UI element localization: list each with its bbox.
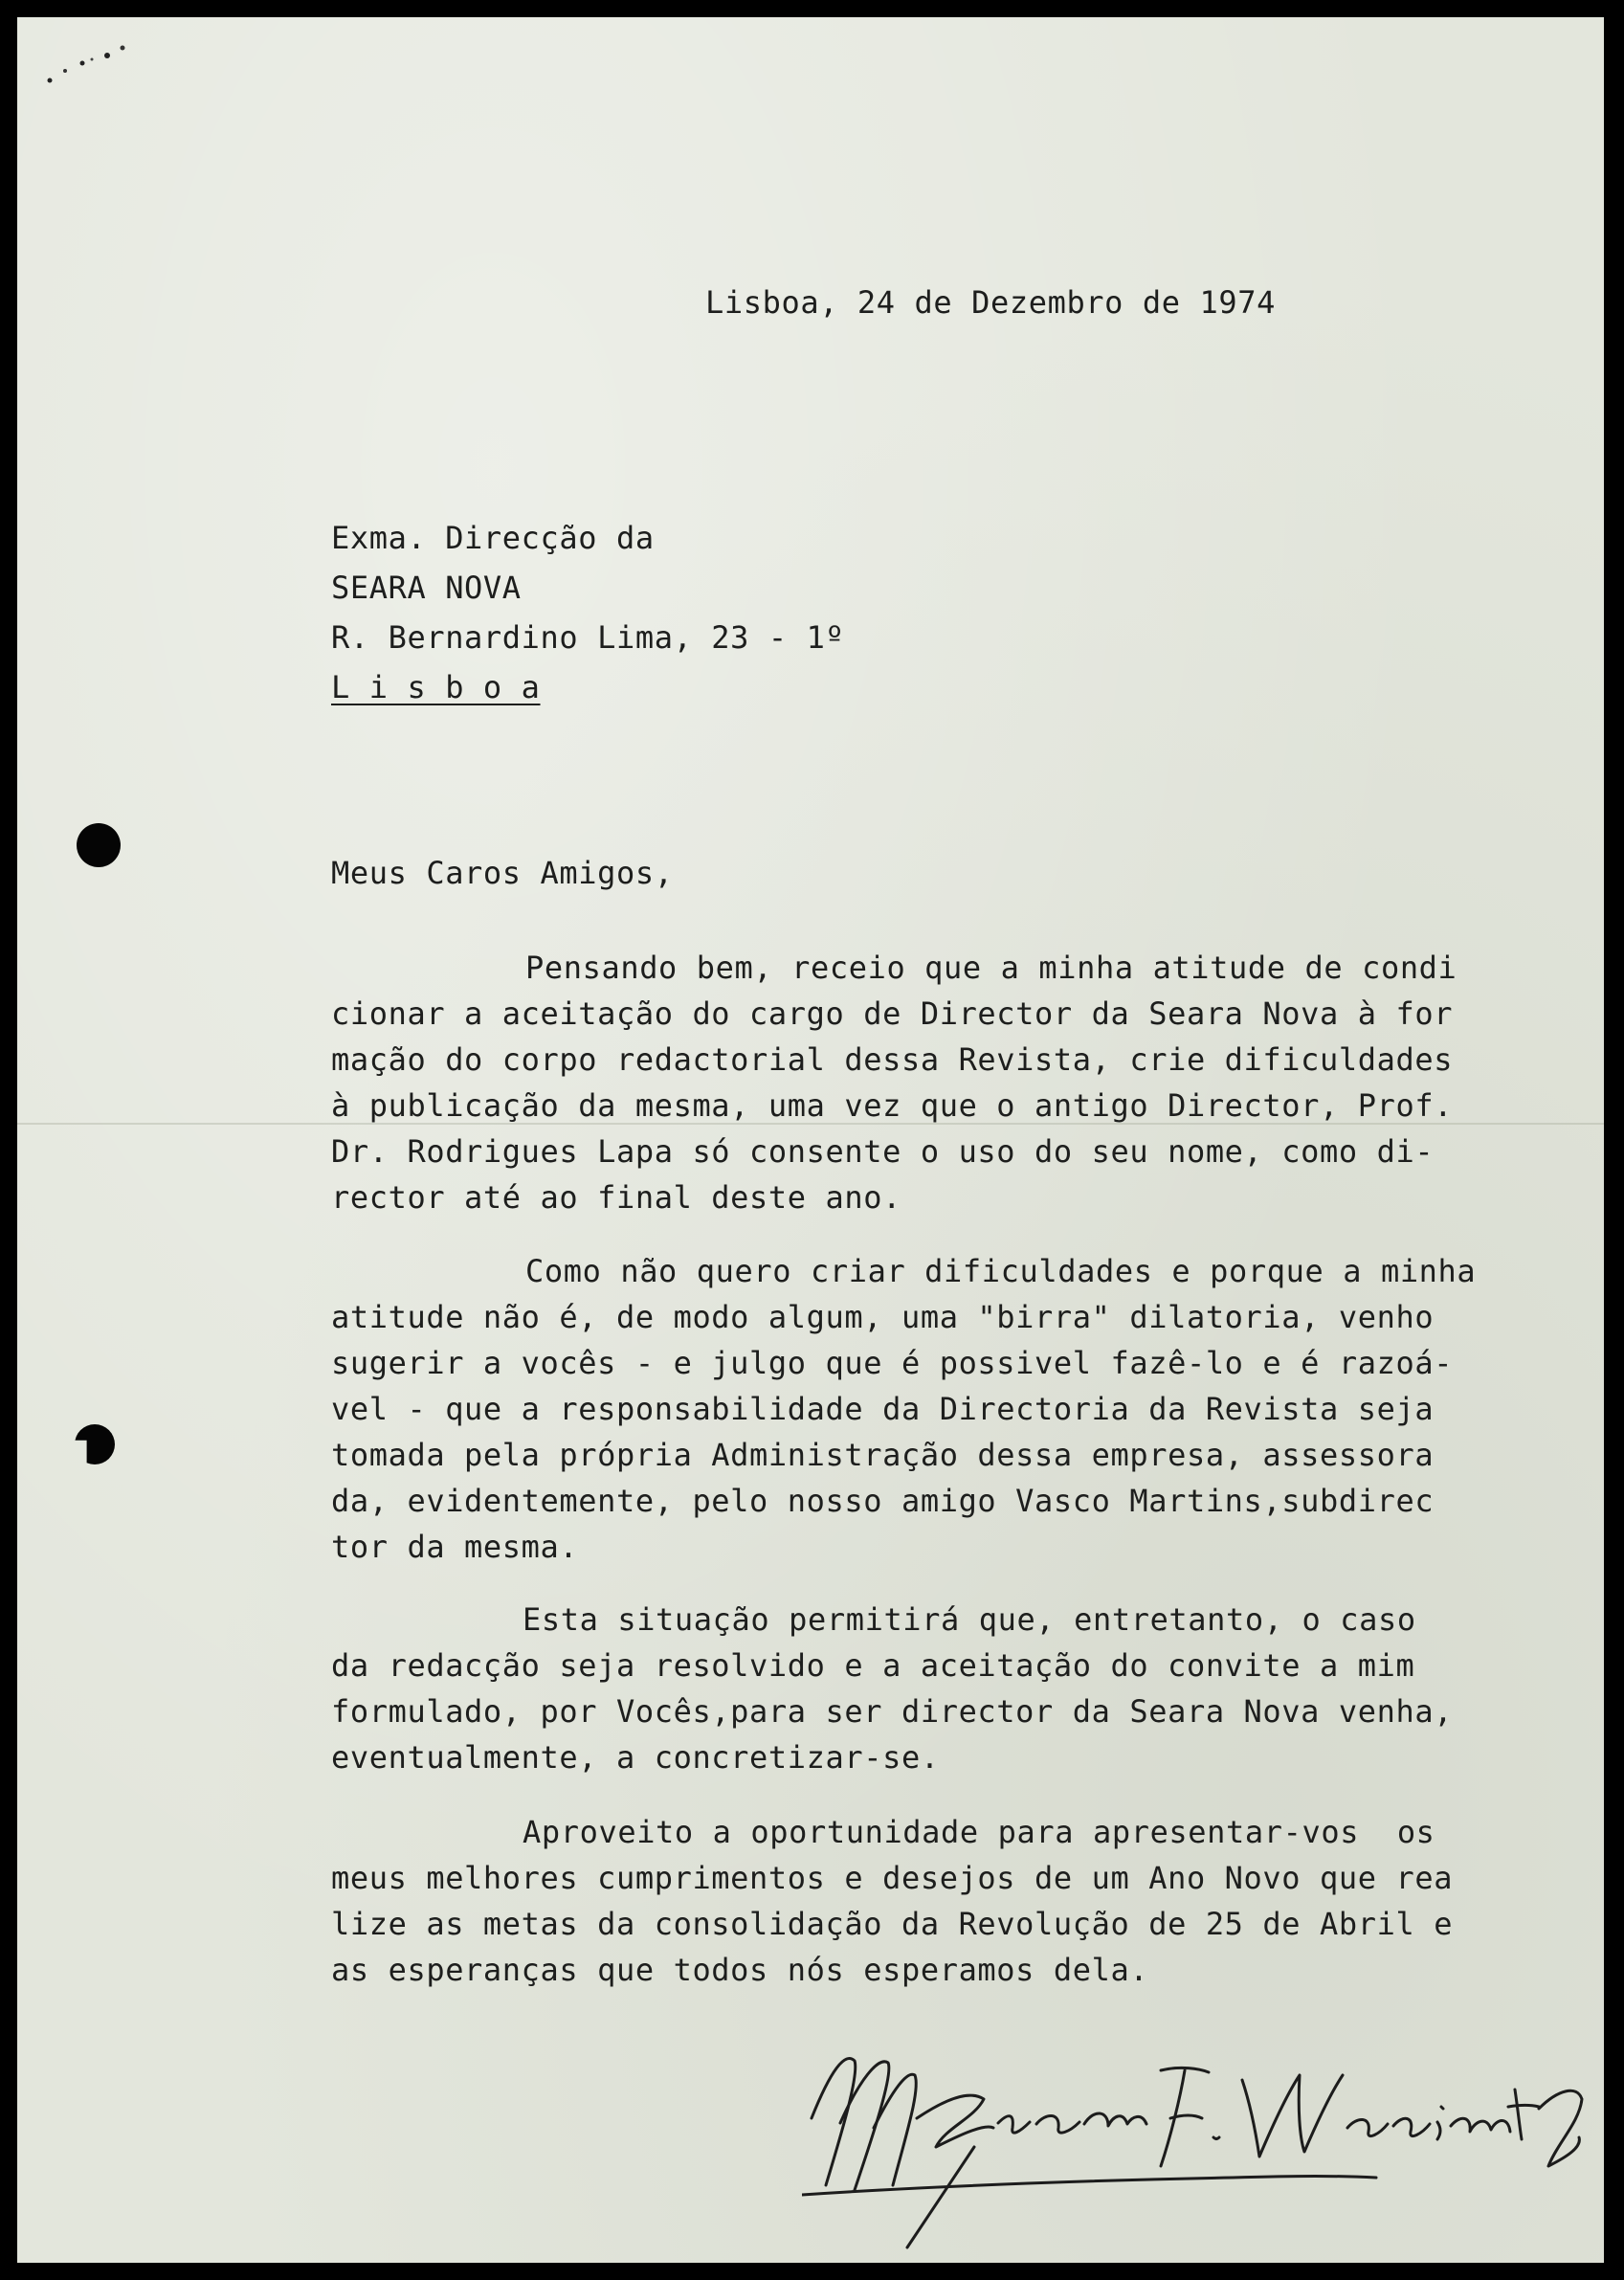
- body-line: da, evidentemente, pelo nosso amigo Vasco Martins,subdirec: [331, 1483, 1435, 1519]
- body-line: Como não quero criar dificuldades e porque a minha: [525, 1253, 1477, 1289]
- body-line: tomada pela própria Administração dessa empresa, assessora: [331, 1437, 1435, 1473]
- body-line: Esta situação permitirá que, entretanto, o caso: [523, 1601, 1416, 1638]
- body-line: mação do corpo redactorial dessa Revista, crie dificuldades: [331, 1041, 1454, 1078]
- body-line: Dr. Rodrigues Lapa só consente o uso do seu nome, como di-: [331, 1133, 1435, 1170]
- letter-date: Lisboa, 24 de Dezembro de 1974: [705, 284, 1276, 321]
- address-city: L i s b o a: [331, 669, 541, 705]
- body-line: eventualmente, a concretizar-se.: [331, 1739, 940, 1776]
- handwritten-signature: [802, 2032, 1587, 2252]
- body-line: Aproveito a oportunidade para apresentar-vos os: [523, 1814, 1435, 1850]
- body-line: vel - que a responsabilidade da Directoria da Revista seja: [331, 1391, 1435, 1427]
- body-line: meus melhores cumprimentos e desejos de um Ano Novo que rea: [331, 1860, 1454, 1896]
- body-line: lize as metas da consolidação da Revolução de 25 de Abril e: [331, 1906, 1454, 1942]
- letter-page: [17, 17, 1604, 2263]
- ink-specks: [36, 38, 151, 86]
- body-line: da redacção seja resolvido e a aceitação do convite a mim: [331, 1647, 1415, 1684]
- body-line: cionar a aceitação do cargo de Director da Seara Nova à for: [331, 995, 1454, 1032]
- body-line: as esperanças que todos nós esperamos dela.: [331, 1952, 1149, 1988]
- body-line: rector até ao final deste ano.: [331, 1179, 901, 1216]
- address-line: SEARA NOVA: [331, 570, 522, 606]
- body-line: tor da mesma.: [331, 1529, 579, 1565]
- body-line: à publicação da mesma, uma vez que o antigo Director, Prof.: [331, 1087, 1454, 1124]
- body-line: formulado, por Vocês,para ser director da Seara Nova venha,: [331, 1693, 1454, 1730]
- punch-hole: [77, 823, 121, 867]
- salutation: Meus Caros Amigos,: [331, 855, 674, 891]
- punch-hole: [75, 1424, 115, 1464]
- body-line: sugerir a vocês - e julgo que é possivel fazê-lo e é razoá-: [331, 1345, 1454, 1381]
- address-line: R. Bernardino Lima, 23 - 1º: [331, 619, 845, 656]
- address-line: Exma. Direcção da: [331, 520, 655, 556]
- body-line: Pensando bem, receio que a minha atitude de condi: [525, 950, 1457, 986]
- body-line: atitude não é, de modo algum, uma "birra" dilatoria, venho: [331, 1299, 1435, 1335]
